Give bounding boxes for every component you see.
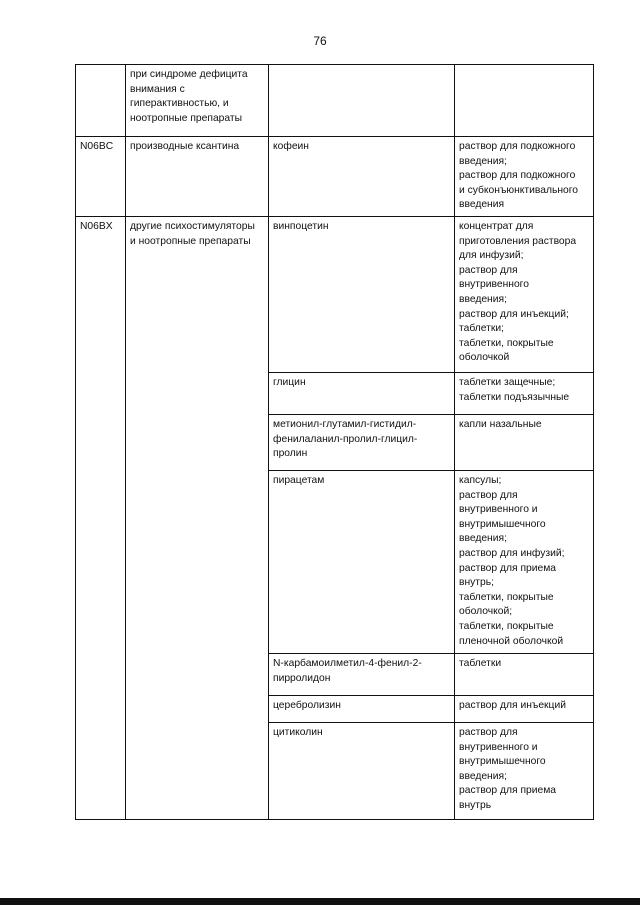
table-cell-name: винпоцетин: [273, 221, 329, 232]
table-cell-name: церебролизин: [273, 700, 341, 711]
table-border: [75, 136, 594, 137]
table-cell-name: N-карбамоилметил-4-фенил-2- пирролидон: [273, 658, 422, 684]
table-border: [268, 722, 594, 723]
table-cell-name: кофеин: [273, 141, 309, 152]
table-cell-group: другие психостимуляторы и ноотропные препараты: [130, 221, 255, 247]
table-border: [125, 64, 126, 819]
table-border: [454, 64, 455, 819]
table-border: [268, 470, 594, 471]
table-cell-form: раствор для подкожного введения; раствор для подкожного и субконъюнктивального введения: [459, 141, 579, 211]
table-cell-name: пирацетам: [273, 475, 325, 486]
scan-edge: [0, 898, 640, 905]
table-cell-name: метионил-глутамил-гистидил- фенилаланил-пролил-глицил- пролин: [273, 419, 418, 460]
table-cell-form: раствор для внутривенного и внутримышечного введения; раствор для приема внутрь: [459, 727, 557, 811]
table-border: [268, 372, 594, 373]
table-cell-group: производные ксантина: [130, 141, 240, 152]
table-cell-form: таблетки защечные; таблетки подъязычные: [459, 377, 570, 403]
table-cell-code: [75, 64, 125, 136]
table-cell-form: [454, 64, 593, 136]
table-cell-name: глицин: [273, 377, 306, 388]
table-cell-form: капли назальные: [459, 419, 542, 430]
table-border: [75, 64, 594, 65]
table-border: [268, 653, 594, 654]
table-cell-form: концентрат для приготовления раствора для инфузий; раствор для внутривенного введения; раствор для инъекций; таблетки; таблетки, покрытые оболочкой: [459, 221, 577, 364]
table-cell-form: раствор для инъекций: [459, 700, 566, 711]
table-cell-code: N06BX: [80, 221, 113, 232]
table-cell-code: N06BC: [80, 141, 114, 152]
page-number: 76: [313, 34, 327, 48]
table-border: [593, 64, 594, 819]
table-cell-form: таблетки: [459, 658, 502, 669]
table-border: [268, 414, 594, 415]
table-border: [268, 64, 269, 819]
table-cell-name: [268, 64, 454, 136]
table-cell-group: при синдроме дефицита внимания с гиперактивностью, и ноотропные препараты: [130, 69, 248, 124]
table-border: [268, 695, 594, 696]
table-cell-name: цитиколин: [273, 727, 323, 738]
table-border: [75, 216, 594, 217]
table-border: [75, 819, 594, 820]
table-cell-form: капсулы; раствор для внутривенного и внутримышечного введения; раствор для инфузий; раствор для приема внутрь; таблетки, покрытые оболочкой; таблетки, покрытые пленочной оболочкой: [459, 475, 565, 647]
table-border: [75, 64, 76, 819]
